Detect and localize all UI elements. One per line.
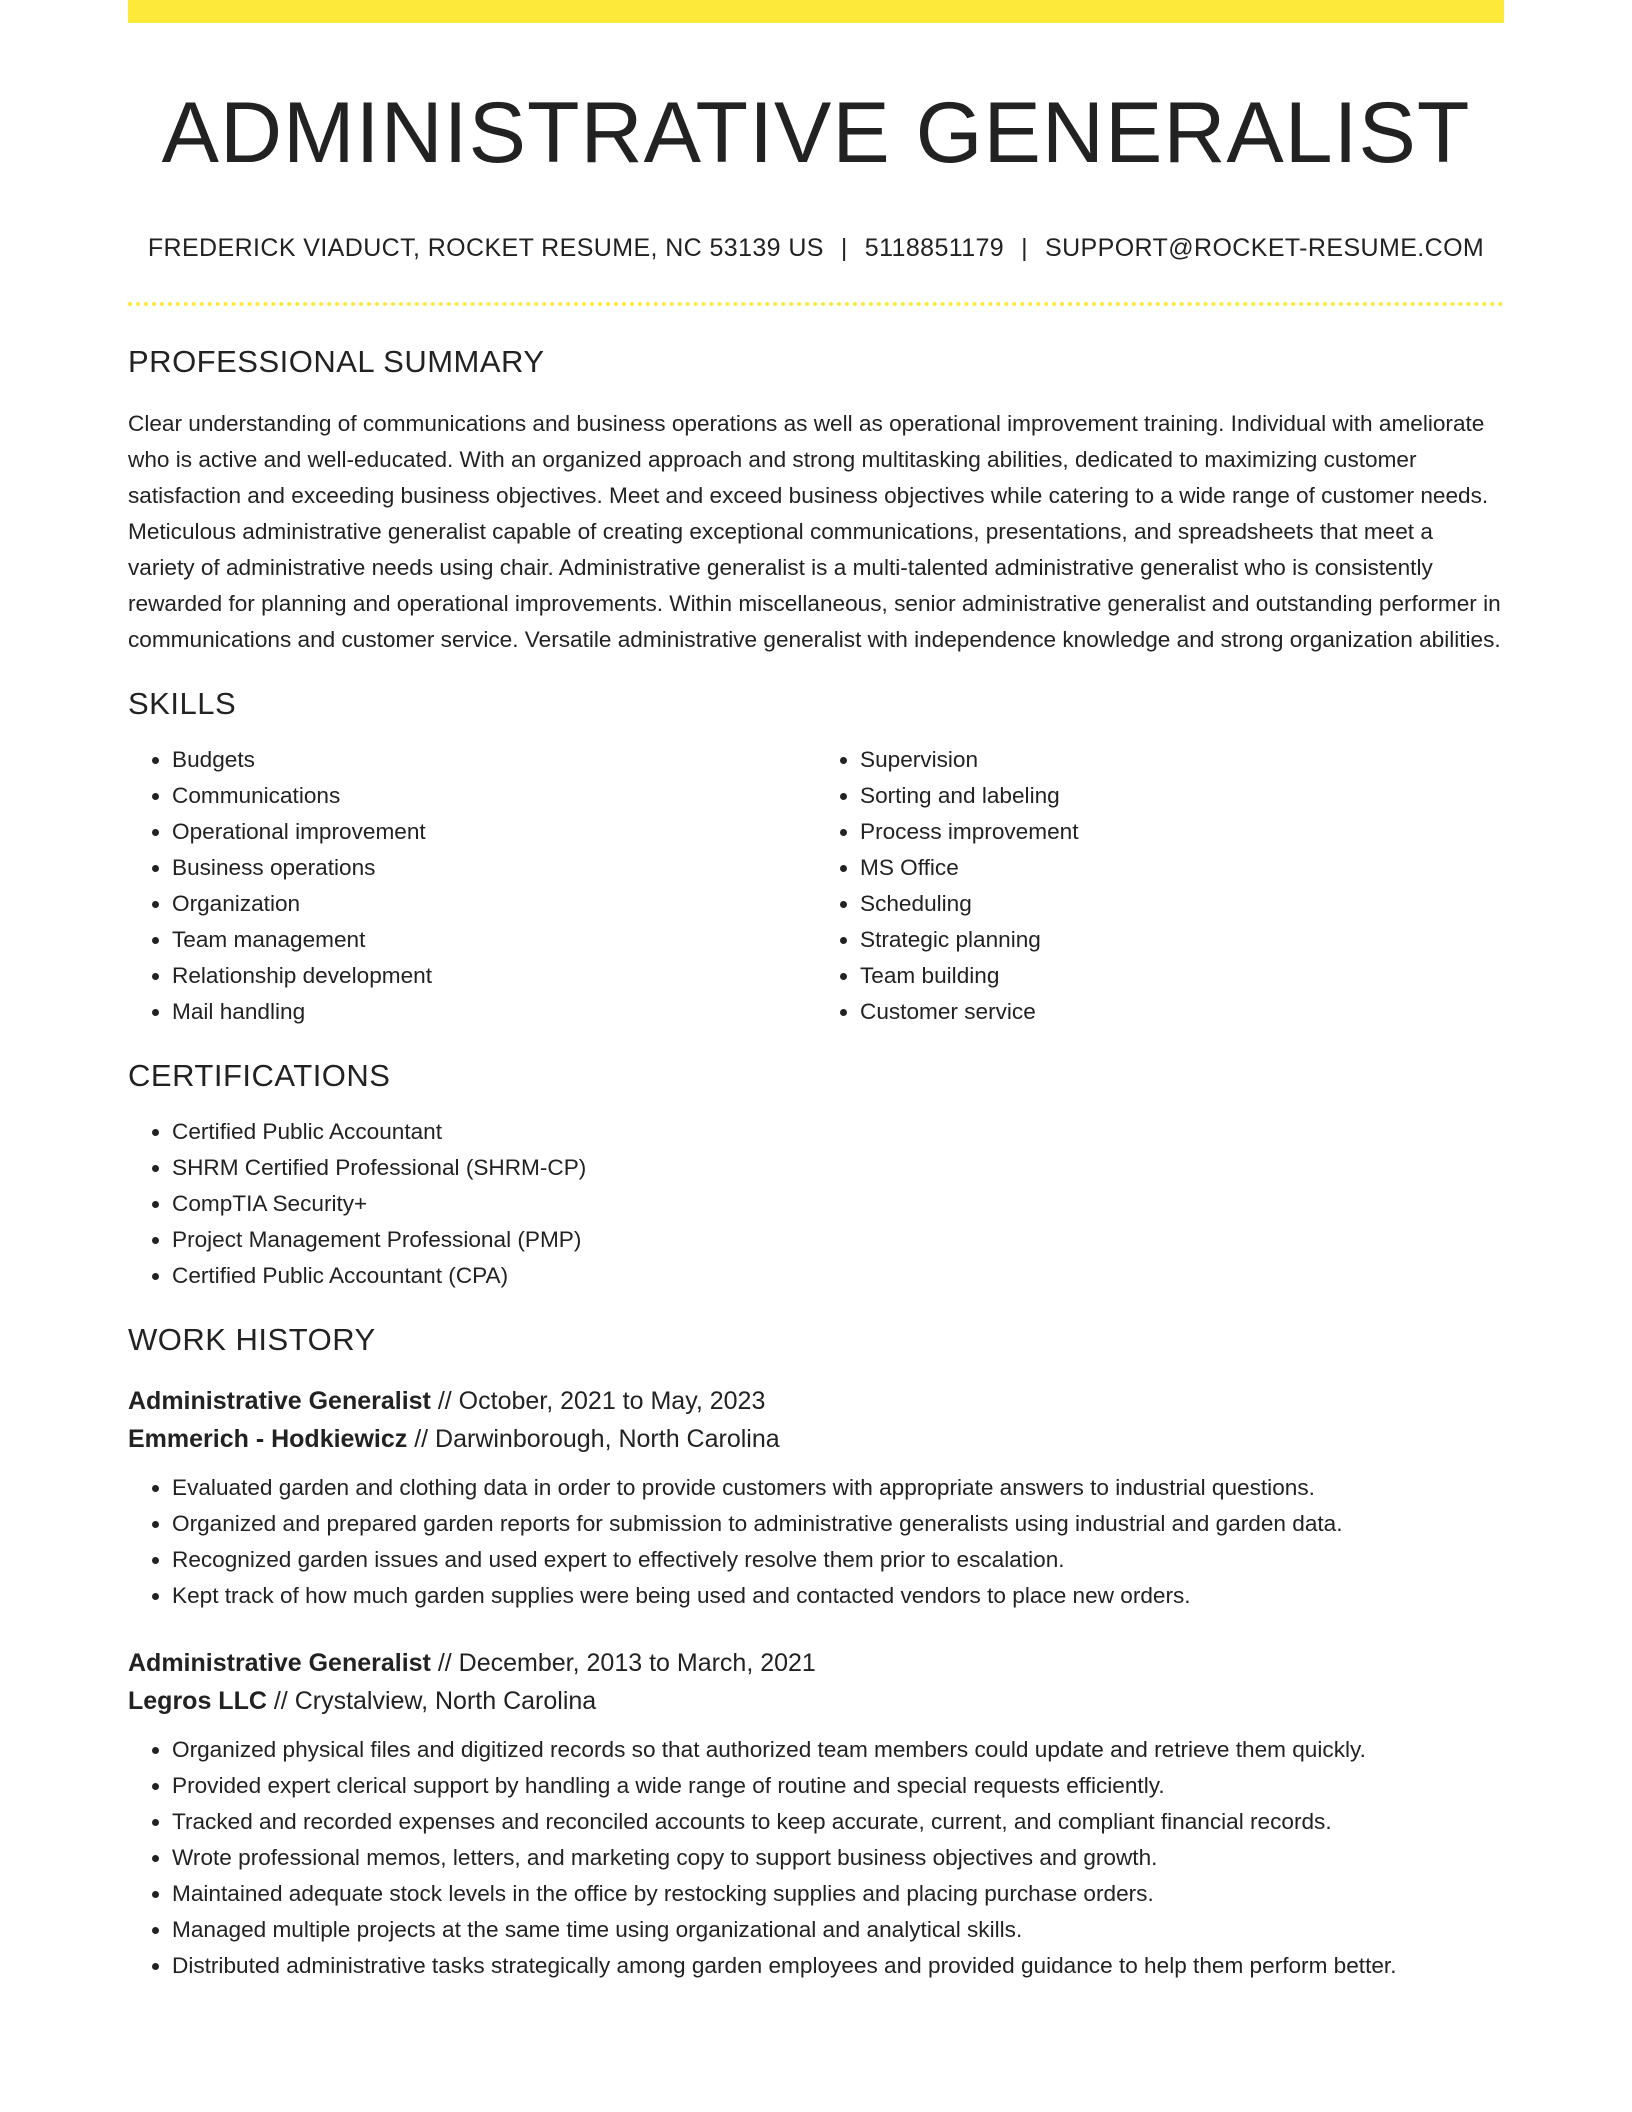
job-company-line bbox=[128, 1420, 1504, 1458]
skill-item: • Operational improvement bbox=[172, 814, 816, 850]
skill-item: • Strategic planning bbox=[860, 922, 1504, 958]
contact-phone: 5118851179 bbox=[864, 234, 1005, 262]
skills-section bbox=[128, 684, 1504, 1030]
job-bullet: • Kept track of how much garden supplies were being used and contacted vendors to place new orders. bbox=[172, 1578, 1504, 1614]
summary-text: Clear understanding of communications and business operations as well as operational improvement training. Individual with ameliorate who is active and well-educated. With an organized approach and strong multitasking abilities, dedicated to maximizing customer satisfaction and exceeding business objectives. Meet and exceed business objectives while catering to a wide range of customer needs. Meticulous administrative generalist capable of creating exceptional communications, presentations, and spreadsheets that meet a variety of administrative needs using chair. Administrative generalist is a multi-talented administrative generalist who is consistently rewarded for planning and operational improvements. Within miscellaneous, senior administrative generalist and outstanding performer in communications and customer service. Versatile administrative generalist with independence knowledge and strong organization abilities. bbox=[128, 411, 1501, 652]
job-title-line bbox=[128, 1382, 1504, 1420]
job-bullet: • Organized and prepared garden reports for submission to administrative generalists using industrial and garden data. bbox=[172, 1506, 1504, 1542]
job-bullet: • Evaluated garden and clothing data in order to provide customers with appropriate answers to industrial questions. bbox=[172, 1470, 1504, 1506]
skill-item: • Communications bbox=[172, 778, 816, 814]
skills-list-right bbox=[816, 742, 1504, 1030]
job-dates: // December, 2013 to March, 2021 bbox=[430, 1649, 816, 1677]
section-heading: CERTIFICATIONS bbox=[128, 1058, 391, 1093]
skill-item: • Supervision bbox=[860, 742, 1504, 778]
job-dates: // October, 2021 to May, 2023 bbox=[430, 1387, 766, 1415]
skill-item: • Sorting and labeling bbox=[860, 778, 1504, 814]
job-bullet: • Maintained adequate stock levels in the office by restocking supplies and placing purchase orders. bbox=[172, 1876, 1504, 1912]
job-bullets bbox=[128, 1470, 1504, 1614]
section-heading: PROFESSIONAL SUMMARY bbox=[128, 344, 545, 379]
skill-item: • Team management bbox=[172, 922, 816, 958]
skill-item: • Relationship development bbox=[172, 958, 816, 994]
certification-item: • Certified Public Accountant (CPA) bbox=[172, 1258, 1504, 1294]
job-title-line bbox=[128, 1644, 1504, 1682]
skill-item: • Mail handling bbox=[172, 994, 816, 1030]
job-entry bbox=[128, 1644, 1504, 1984]
contact-separator: | bbox=[1021, 234, 1029, 262]
certification-item: • Project Management Professional (PMP) bbox=[172, 1222, 1504, 1258]
skill-item: • Scheduling bbox=[860, 886, 1504, 922]
job-title: Administrative Generalist bbox=[128, 1649, 431, 1677]
skill-item: • Team building bbox=[860, 958, 1504, 994]
certifications-list bbox=[128, 1114, 1504, 1294]
job-bullets bbox=[128, 1732, 1504, 1984]
skill-item: • Business operations bbox=[172, 850, 816, 886]
job-bullet: • Tracked and recorded expenses and reconciled accounts to keep accurate, current, and compliant financial records. bbox=[172, 1804, 1504, 1840]
skills-columns bbox=[128, 742, 1504, 1030]
job-bullet: • Provided expert clerical support by handling a wide range of routine and special requests efficiently. bbox=[172, 1768, 1504, 1804]
job-bullet: • Managed multiple projects at the same time using organizational and analytical skills. bbox=[172, 1912, 1504, 1948]
job-bullet: • Distributed administrative tasks strategically among garden employees and provided guidance to help them perform better. bbox=[172, 1948, 1504, 1984]
section-heading: SKILLS bbox=[128, 686, 237, 721]
skill-item: • Customer service bbox=[860, 994, 1504, 1030]
certification-item: • CompTIA Security+ bbox=[172, 1186, 1504, 1222]
work-history-section bbox=[128, 1320, 1504, 1984]
contact-separator: | bbox=[840, 234, 848, 262]
job-company-line bbox=[128, 1682, 1504, 1720]
certification-item: • SHRM Certified Professional (SHRM-CP) bbox=[172, 1150, 1504, 1186]
job-bullet: • Recognized garden issues and used expert to effectively resolve them prior to escalation. bbox=[172, 1542, 1504, 1578]
job-location: // Crystalview, North Carolina bbox=[266, 1687, 597, 1715]
dotted-divider bbox=[128, 302, 1504, 306]
page-title: ADMINISTRATIVE GENERALIST bbox=[161, 85, 1471, 181]
skills-list-left bbox=[128, 742, 816, 1030]
job-company: Legros LLC bbox=[128, 1687, 267, 1715]
skill-item: • Budgets bbox=[172, 742, 816, 778]
accent-bar bbox=[128, 0, 1504, 23]
job-title: Administrative Generalist bbox=[128, 1387, 431, 1415]
resume-page bbox=[128, 0, 1504, 1984]
skill-item: • Organization bbox=[172, 886, 816, 922]
contact-email: SUPPORT@ROCKET-RESUME.COM bbox=[1045, 234, 1485, 262]
job-location: // Darwinborough, North Carolina bbox=[407, 1425, 780, 1453]
contact-line bbox=[128, 231, 1504, 265]
contact-address: FREDERICK VIADUCT, ROCKET RESUME, NC 53139 US bbox=[147, 234, 824, 262]
certification-item: • Certified Public Accountant bbox=[172, 1114, 1504, 1150]
skill-item: • Process improvement bbox=[860, 814, 1504, 850]
job-company: Emmerich - Hodkiewicz bbox=[128, 1425, 408, 1453]
job-bullet: • Organized physical files and digitized records so that authorized team members could update and retrieve them quickly. bbox=[172, 1732, 1504, 1768]
job-bullet: • Wrote professional memos, letters, and marketing copy to support business objectives and growth. bbox=[172, 1840, 1504, 1876]
certifications-section bbox=[128, 1056, 1504, 1294]
skill-item: • MS Office bbox=[860, 850, 1504, 886]
section-heading: WORK HISTORY bbox=[128, 1322, 376, 1357]
summary-section bbox=[128, 342, 1504, 658]
job-entry bbox=[128, 1382, 1504, 1614]
